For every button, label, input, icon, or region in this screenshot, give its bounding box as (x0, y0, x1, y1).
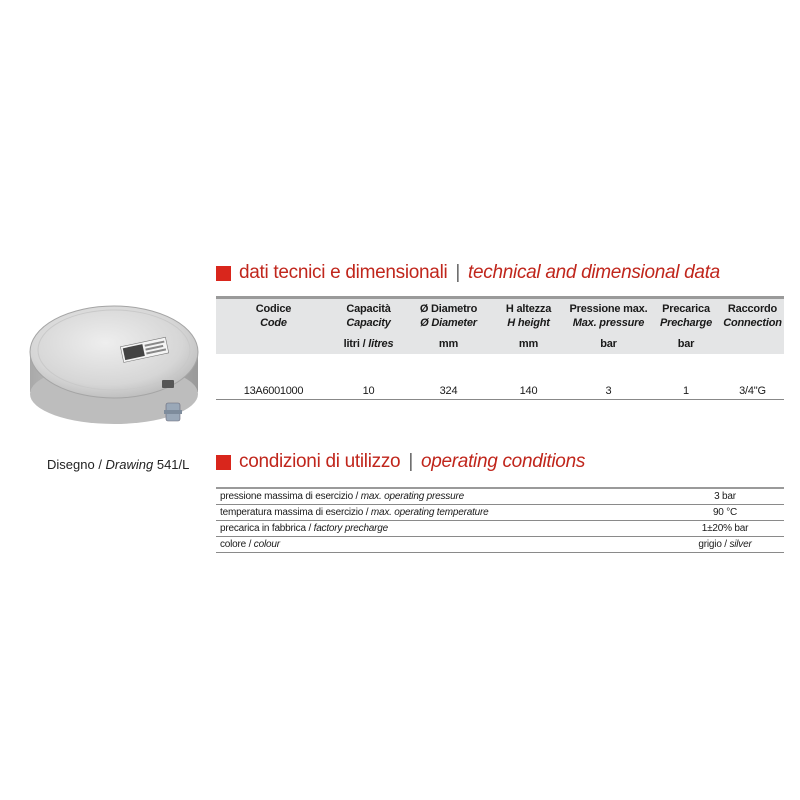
col-header-diameter: Ø Diametro Ø Diameter (406, 298, 491, 337)
red-square-icon (216, 455, 231, 470)
cond-label: colore / colour (216, 536, 666, 552)
cell-code: 13A6001000 (216, 382, 331, 400)
unit-capacity: litri / litres (331, 336, 406, 354)
operating-conditions-table (216, 487, 784, 553)
tech-section-title: dati tecnici e dimensionali | technical and dimensional data (216, 262, 720, 284)
unit-precharge: bar (651, 336, 721, 354)
cond-value: 1±20% bar (666, 520, 784, 536)
table-row (216, 536, 784, 552)
cell-diameter: 324 (406, 382, 491, 400)
cell-max-pressure: 3 (566, 382, 651, 400)
cell-precharge: 1 (651, 382, 721, 400)
col-header-capacity: Capacità Capacity (331, 298, 406, 337)
unit-code (216, 336, 331, 354)
cond-value: 3 bar (666, 488, 784, 504)
table-row (216, 504, 784, 520)
cond-label: temperatura massima di esercizio / max. operating temperature (216, 504, 666, 520)
cell-connection: 3/4"G (721, 382, 784, 400)
col-header-code: Codice Code (216, 298, 331, 337)
col-header-max-pressure: Pressione max. Max. pressure (566, 298, 651, 337)
table-row (216, 520, 784, 536)
cell-height: 140 (491, 382, 566, 400)
red-square-icon (216, 266, 231, 281)
cond-value: grigio / silver (666, 536, 784, 552)
cond-label: pressione massima di esercizio / max. operating pressure (216, 488, 666, 504)
technical-data-table (216, 296, 784, 400)
cond-label: precarica in fabbrica / factory precharge (216, 520, 666, 536)
unit-height: mm (491, 336, 566, 354)
col-header-precharge: Precarica Precharge (651, 298, 721, 337)
unit-max-pressure: bar (566, 336, 651, 354)
col-header-height: H altezza H height (491, 298, 566, 337)
drawing-caption: Disegno / Drawing 541/L (47, 457, 190, 472)
expansion-vessel-image (24, 300, 204, 440)
unit-connection (721, 336, 784, 354)
cond-value: 90 °C (666, 504, 784, 520)
table-row (216, 382, 784, 400)
unit-diameter: mm (406, 336, 491, 354)
conditions-section-title: condizioni di utilizzo | operating conditions (216, 451, 585, 473)
col-header-connection: Raccordo Connection (721, 298, 784, 337)
cell-capacity: 10 (331, 382, 406, 400)
table-row (216, 488, 784, 504)
